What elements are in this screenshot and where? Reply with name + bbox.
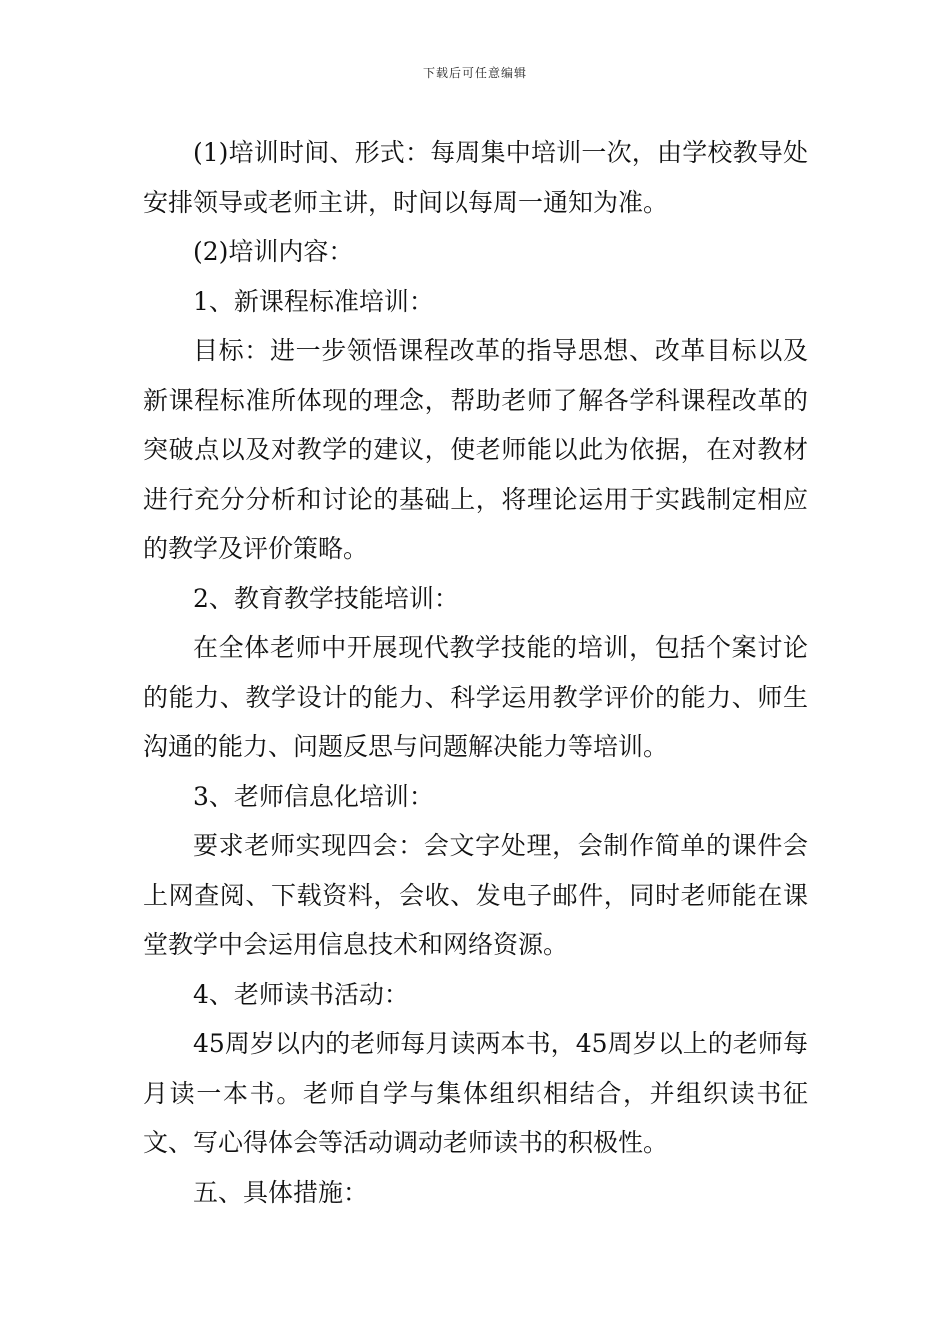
paragraph-reading-body: 45周岁以内的老师每月读两本书，45周岁以上的老师每月读一本书。老师自学与集体组织相结合，并组织读书征文、写心得体会等活动调动老师读书的积极性。	[143, 1029, 808, 1157]
paragraph-training-content-heading: (2)培训内容：	[193, 237, 354, 266]
paragraph-training-time: (1)培训时间、形式：每周集中培训一次，由学校教导处安排领导或老师主讲，时间以每周一通知为准。	[143, 138, 808, 217]
paragraph-teaching-skills-heading: 2、教育教学技能培训：	[193, 583, 459, 613]
paragraph-teaching-skills-body: 在全体老师中开展现代教学技能的培训，包括个案讨论的能力、教学设计的能力、科学运用教学评价的能力、师生沟通的能力、问题反思与问题解决能力等培训。	[143, 633, 808, 761]
paragraph-reading-heading: 4、老师读书活动：	[193, 979, 409, 1009]
paragraph-it-training-heading: 3、老师信息化培训：	[193, 781, 434, 811]
paragraph-curriculum-standard-heading: 1、新课程标准培训：	[193, 286, 434, 316]
document-body	[143, 128, 808, 1217]
paragraph-curriculum-standard-goal: 目标：进一步领悟课程改革的指导思想、改革目标以及新课程标准所体现的理念，帮助老师了解各学科课程改革的突破点以及对教学的建议，使老师能以此为依据，在对教材进行充分分析和讨论的基础上，将理论运用于实践制定相应的教学及评价策略。	[143, 336, 808, 563]
paragraph-it-training-body: 要求老师实现四会：会文字处理，会制作简单的课件会上网查阅、下载资料，会收、发电子邮件，同时老师能在课堂教学中会运用信息技术和网络资源。	[143, 831, 808, 959]
paragraph-measures-heading: 五、具体措施：	[193, 1177, 369, 1207]
header-note: 下载后可任意编辑	[422, 66, 527, 80]
